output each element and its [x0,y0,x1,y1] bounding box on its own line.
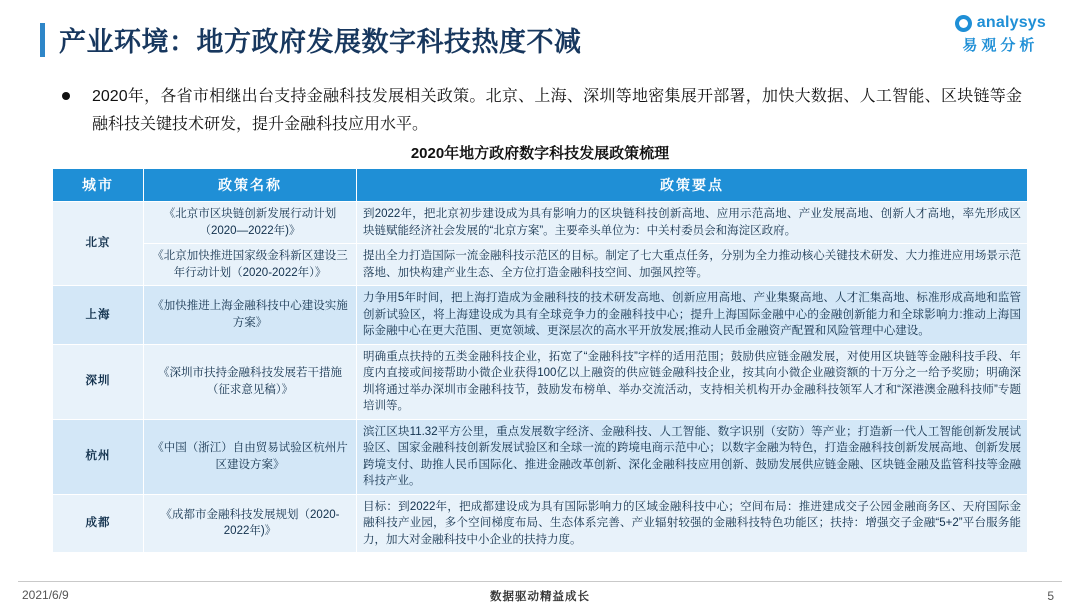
cell-city: 杭州 [53,419,144,494]
cell-policy-key: 提出全力打造国际一流金融科技示范区的目标。制定了七大重点任务，分别为全力推动核心关键技术研发、大力推进应用场景示范落地、加快构建产业生态、全方位打造金融科技空间、加强风控等。 [357,244,1028,286]
bullet-text: 2020年，各省市相继出台支持金融科技发展相关政策。北京、上海、深圳等地密集展开部署，加快大数据、人工智能、区块链等金融科技关键技术研发，提升金融科技应用水平。 [92,88,1022,133]
table-row [53,286,1028,345]
cell-policy-name: 《加快推进上海金融科技中心建设实施方案》 [144,286,357,345]
cell-policy-name: 《北京市区块链创新发展行动计划（2020—2022年)》 [144,202,357,244]
table-row [53,344,1028,419]
footer-tagline: 数据驱动精益成长 [490,591,590,603]
table-row [53,494,1028,553]
brand-logo [955,14,1046,55]
logo-chinese-name: 易观分析 [962,37,1039,54]
cell-policy-key: 滨江区块11.32平方公里，重点发展数字经济、金融科技、人工智能、数字识别（安防）等产业；打造新一代人工智能创新发展试验区、国家金融科技创新发展试验区和全球一流的跨境电商示范中心；以数字金融为特色，打造金融科技创新发展高地、创新发展跨境支付、助推人民币国际化、推进金融改革创新、深化金融科技应用创新、鼓励发展供应链金融、区块链金融及监管科技等金融科技产业。 [357,419,1028,494]
table-caption: 2020年地方政府数字科技发展政策梳理 [410,145,670,162]
cell-policy-key: 力争用5年时间，把上海打造成为金融科技的技术研发高地、创新应用高地、产业集聚高地、人才汇集高地、标准形成高地和监管创新试验区，将上海建设成为具有全球竞争力的金融科技中心；提升上海国际金融中心的金融创新能力和全球影响力:推动上海国际金融中心在更大范围、更宽领域、更深层次的高水平开放发展;推动人民币金融资产配置和风险管理中心建设。 [357,286,1028,345]
logo-wordmark: analysys [976,14,1046,31]
cell-policy-name: 《成都市金融科技发展规划（2020-2022年)》 [144,494,357,553]
footer-divider [18,581,1062,582]
column-header-policy-name: 政策名称 [144,169,357,202]
summary-bullet [62,83,1022,139]
cell-policy-name: 《深圳市扶持金融科技发展若干措施（征求意见稿）》 [144,344,357,419]
cell-policy-name: 《北京加快推进国家级金科新区建设三年行动计划（2020-2022年）》 [144,244,357,286]
cell-city: 深圳 [53,344,144,419]
column-header-city: 城市 [53,169,144,202]
policy-table-wrapper [52,168,1028,553]
cell-policy-key: 明确重点扶持的五类金融科技企业，拓宽了“金融科技”字样的适用范围；鼓励供应链金融发展，对使用区块链等金融科技手段、年度内直接或间接帮助小微企业获得100亿以上融资的供应链金融科技企业，按其向小微企业融资额的十万分之一给予奖励；明确深圳将通过举办深圳市金融科技节，鼓励发布榜单、举办交流活动，支持相关机构开办金融科技领军人才和“深港澳金融科技师”专题培训等。 [357,344,1028,419]
table-row [53,419,1028,494]
cell-city: 上海 [53,286,144,345]
column-header-policy-key: 政策要点 [357,169,1028,202]
table-row [53,202,1028,244]
policy-table [52,168,1028,553]
table-row [53,244,1028,286]
logo-top-row [955,14,1046,32]
cell-policy-key: 目标：到2022年，把成都建设成为具有国际影响力的区域金融科技中心；空间布局：推进建成交子公园金融商务区、天府国际金融科技产业园，多个空间梯度布局、生态体系完善、产业辐射较强的金融科技特色功能区；扶持：增强交子金融“5+2”平台服务能力，加大对金融科技中小企业的扶持力度。 [357,494,1028,553]
page-title [40,20,582,59]
cell-policy-name: 《中国（浙江）自由贸易试验区杭州片区建设方案》 [144,419,357,494]
title-accent-bar [40,23,45,57]
cell-city: 成都 [53,494,144,553]
cell-city: 北京 [53,202,144,286]
circle-logo-icon [955,15,972,32]
cell-policy-key: 到2022年，把北京初步建设成为具有影响力的区块链科技创新高地、应用示范高地、产业发展高地、创新人才高地，率先形成区块链赋能经济社会发展的“北京方案”。主要牵头单位为：中关村委员会和海淀区政府。 [357,202,1028,244]
bullet-dot-icon [62,92,70,100]
footer-page-number: 5 [1047,589,1054,603]
table-header-row [53,169,1028,202]
footer-date: 2021/6/9 [22,588,69,602]
title-text: 产业环境：地方政府发展数字科技热度不减 [59,27,582,57]
